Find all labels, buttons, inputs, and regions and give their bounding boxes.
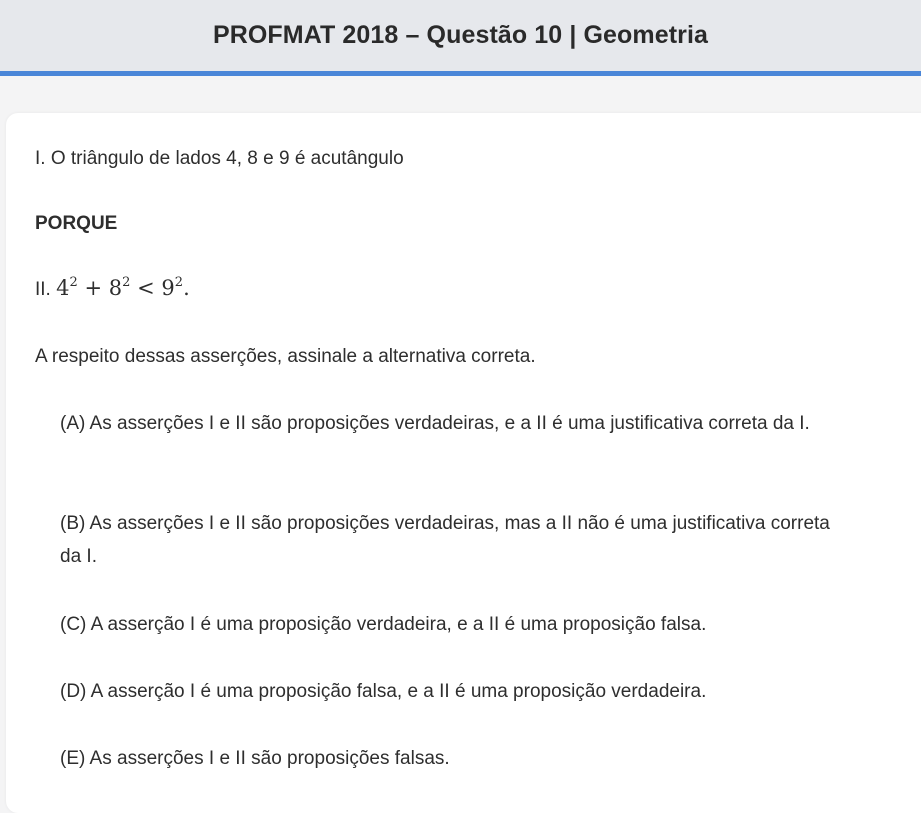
connector-porque: PORQUE [35, 213, 118, 234]
option-d[interactable]: (D) A asserção I é uma proposição falsa, e a II é uma proposição verdadeira. [60, 681, 707, 702]
option-b[interactable]: (B) As asserções I e II são proposições verdadeiras, mas a II não é uma justificativa correta da I. [60, 513, 830, 567]
page-title: PROFMAT 2018 – Questão 10 | Geometria [212, 21, 709, 49]
page-header [0, 0, 921, 76]
assertion-2-prefix: II. [35, 279, 51, 300]
option-a[interactable]: (A) As asserções I e II são proposições verdadeiras, e a II é uma justificativa correta da I. [60, 413, 810, 434]
assertion-2-formula: $4^2 + 8^2 < 9^2$. [56, 275, 190, 300]
assertion-1: I. O triângulo de lados 4, 8 e 9 é acutângulo [35, 148, 404, 169]
question-prompt: A respeito dessas asserções, assinale a alternativa correta. [35, 346, 536, 367]
option-e[interactable]: (E) As asserções I e II são proposições falsas. [60, 748, 450, 769]
question-card [6, 113, 921, 813]
option-c[interactable]: (C) A asserção I é uma proposição verdadeira, e a II é uma proposição falsa. [60, 614, 707, 635]
assertion-2 [35, 272, 190, 306]
